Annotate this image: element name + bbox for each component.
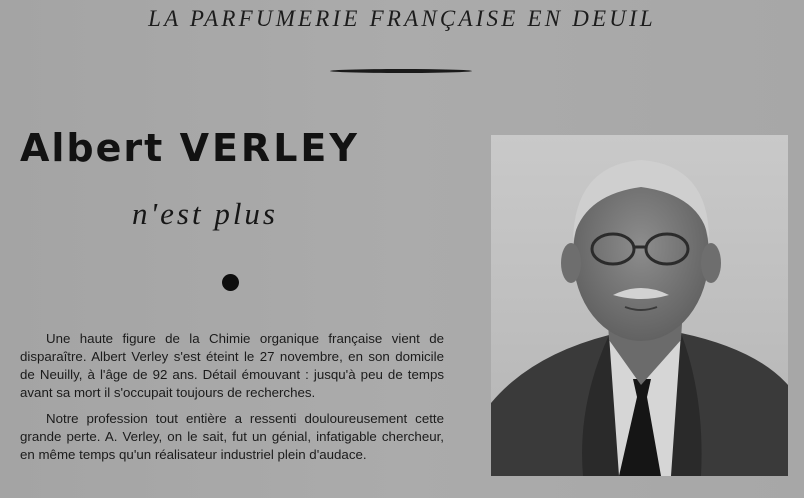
bullet-ornament [222,274,239,291]
article-paragraph: Une haute figure de la Chimie organique française vient de disparaître. Albert Verley s'est éteint le 27 novembre, en son domicile de Neuilly, à l'âge de 92 ans. Détail émouvant : jusqu'à peu de temps avant sa mort il s'occupait toujours de recherches. [20,331,444,400]
headline-first-name: Albert [20,126,165,170]
portrait-photo [491,135,788,476]
section-header: LA PARFUMERIE FRANÇAISE EN DEUIL [148,6,656,31]
headline-subtitle: n'est plus [132,196,278,231]
article-paragraph: Notre profession tout entière a ressenti douloureusement cette grande perte. A. Verley, on le sait, fut un génial, infatigable chercheur, en même temps qu'un réalisateur industriel plein d'audace. [20,411,444,462]
headline-surname: VERLEY [179,126,360,170]
article-body [20,330,444,472]
decorative-rule [330,69,472,73]
headline-name [20,126,360,170]
portrait-illustration [491,135,788,476]
